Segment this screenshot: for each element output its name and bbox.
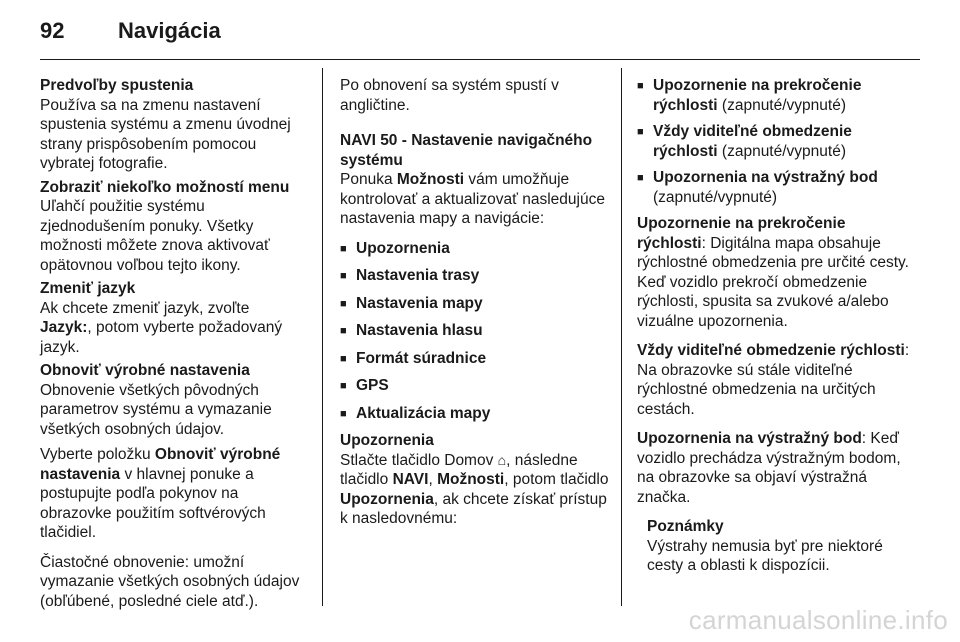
paragraph <box>637 341 917 419</box>
list-item-label: GPS <box>356 377 389 394</box>
paragraph: Obnovenie všetkých pôvodných parametrov systému a vymazanie všetkých osobných údajov. <box>40 381 272 438</box>
paragraph <box>637 429 917 507</box>
section-warnings <box>340 431 610 529</box>
list-item <box>340 349 610 370</box>
list-item <box>340 239 610 260</box>
settings-bullet-list <box>340 239 610 425</box>
text-run: vám umožňuje kontrolovať a aktualizovať nasledujúce nastavenia mapy a navigácie: <box>340 171 605 227</box>
bold-term: Upozornenia na výstražný bod <box>637 430 862 447</box>
section-heading: Upozornenia <box>340 432 434 449</box>
bold-term: Upozornenia na výstražný bod <box>653 169 878 186</box>
paragraph <box>637 214 917 331</box>
section-change-language <box>40 279 310 357</box>
bold-term: Vždy viditeľné obmedzenie rýchlosti <box>637 342 905 359</box>
text-run: , <box>428 471 438 488</box>
paragraph <box>40 445 310 543</box>
text-run: v hlavnej ponuke a postupujte podľa pokynov na obrazovke použitím softvérových tlačidiel. <box>40 465 266 541</box>
section-heading: Zmeniť jazyk <box>40 280 136 297</box>
watermark: carmanualsonline.info <box>688 605 948 635</box>
page-number: 92 <box>40 18 65 43</box>
bullet-icon: ■ <box>340 325 347 337</box>
text-run: Vyberte položku <box>40 446 155 463</box>
bullet-icon: ■ <box>340 380 347 392</box>
text-run: : Na obrazovke sú stále viditeľné rýchlostné obmedzenia na určitých cestách. <box>637 342 910 418</box>
list-item-label: Upozornenia <box>356 239 450 257</box>
list-item-label: Formát súradnice <box>356 349 487 367</box>
text-run: (zapnuté/vypnuté) <box>717 142 846 160</box>
section-menu-options <box>40 178 310 276</box>
text-run: , následne tlačidlo <box>340 451 578 488</box>
list-item <box>340 404 610 425</box>
section-heading: Obnoviť výrobné nastavenia <box>40 362 250 379</box>
text-run: , potom vyberte požadovaný jazyk. <box>40 319 283 356</box>
section-heading: Zobraziť niekoľko možností menu <box>40 178 290 196</box>
paragraph: Čiastočné obnovenie: umožní vymazanie všetkých osobných údajov (obľúbené, posledné ciele atď.). <box>40 553 300 610</box>
list-item <box>637 168 917 207</box>
bullet-icon: ■ <box>637 172 644 184</box>
list-item-label: Nastavenia trasy <box>356 267 480 284</box>
text-run: , ak chcete získať prístup k nasledovnému: <box>340 490 607 527</box>
bullet-icon: ■ <box>340 407 347 420</box>
header-rule <box>40 59 920 60</box>
list-item <box>637 122 917 161</box>
text-run: (zapnuté/vypnuté) <box>717 96 846 114</box>
note-text: Výstrahy nemusia byť pre niektoré cesty a oblasti k dispozícii. <box>647 537 883 574</box>
list-item <box>340 294 610 315</box>
bold-term: Možnosti <box>396 171 465 188</box>
bold-term: Možnosti <box>437 471 505 488</box>
list-item-label: Nastavenia hlasu <box>356 322 483 339</box>
column-right <box>637 76 917 576</box>
text-run: Ponuka <box>340 171 397 188</box>
bold-term: Upozornenie na prekročenie rýchlosti <box>653 77 862 114</box>
text-run: (zapnuté/vypnuté) <box>653 188 778 206</box>
bullet-icon: ■ <box>340 270 347 282</box>
list-item <box>340 266 610 287</box>
section-heading: NAVI 50 - Nastavenie navigačného systému <box>340 132 593 169</box>
bullet-icon: ■ <box>340 242 347 255</box>
text-run: : Keď vozidlo prechádza výstražným bodom, na obrazovke sa objaví výstražná značka. <box>637 430 901 506</box>
bullet-icon: ■ <box>637 126 644 138</box>
text-run: Ak chcete zmeniť jazyk, zvoľte <box>40 299 250 317</box>
page-header <box>40 18 221 48</box>
list-item <box>340 321 610 342</box>
section-startup-preferences <box>40 76 310 174</box>
note-box <box>637 517 917 576</box>
column-left <box>40 76 310 621</box>
column-divider <box>621 68 622 606</box>
section-title: Navigácia <box>118 18 221 43</box>
bold-term: Upozornenia <box>340 490 434 508</box>
bullet-icon: ■ <box>637 80 644 92</box>
home-icon: ⌂ <box>497 451 507 468</box>
paragraph: Po obnovení sa systém spustí v angličtine. <box>340 77 559 114</box>
paragraph: Používa sa na zmenu nastavení spustenia systému a zmenu úvodnej strany prispôsobením pomocou vybratej fotografie. <box>40 96 291 172</box>
bold-term: NAVI <box>392 471 429 488</box>
section-factory-reset <box>40 361 310 439</box>
list-item <box>340 376 610 397</box>
column-divider <box>322 68 323 606</box>
list-item-label: Nastavenia mapy <box>356 294 483 312</box>
list-item-label: Aktualizácia mapy <box>356 404 491 422</box>
bold-term: Jazyk: <box>40 319 88 336</box>
bullet-icon: ■ <box>340 352 347 365</box>
section-heading: Predvoľby spustenia <box>40 77 194 94</box>
bold-term: Vždy viditeľné obmedzenie rýchlosti <box>653 123 852 160</box>
bold-term: Obnoviť výrobné nastavenia <box>40 446 281 483</box>
text-run: , potom tlačidlo <box>504 471 609 488</box>
paragraph: Uľahčí použitie systému zjednodušením ponuky. Všetky možnosti môžete znova aktivovať opätovnou voľbou tejto ikony. <box>40 198 270 274</box>
bold-term: Upozornenie na prekročenie rýchlosti <box>637 215 846 252</box>
text-run: Stlačte tlačidlo Domov <box>340 451 498 469</box>
section-navi50-settings <box>340 131 610 229</box>
text-run: : Digitálna mapa obsahuje rýchlostné obmedzenia pre určité cesty. Keď vozidlo prekročí obmedzenie rýchlosti, spusita sa zvukové a/alebo vizuálne upozornenia. <box>637 234 909 330</box>
column-middle <box>340 76 610 529</box>
note-title: Poznámky <box>647 518 724 535</box>
bullet-icon: ■ <box>340 297 347 310</box>
list-item <box>637 76 917 115</box>
